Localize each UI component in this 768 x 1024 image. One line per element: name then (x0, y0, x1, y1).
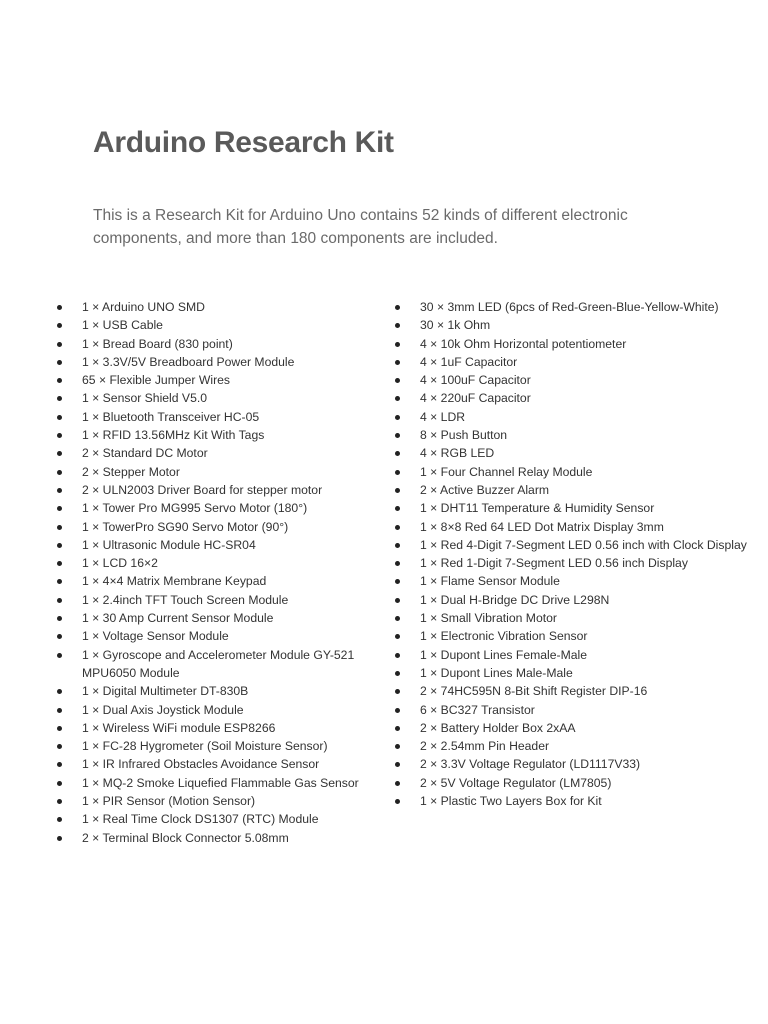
bullet-icon (395, 653, 400, 658)
list-item-text: 1 × 4×4 Matrix Membrane Keypad (82, 574, 267, 589)
list-item (57, 609, 387, 627)
list-item-text: 1 × Wireless WiFi module ESP8266 (82, 720, 276, 735)
bullet-icon (395, 342, 400, 347)
component-list-right (395, 298, 765, 810)
list-item (395, 499, 765, 517)
bullet-icon (57, 836, 62, 841)
list-item-text: 2 × Terminal Block Connector 5.08mm (82, 830, 289, 845)
list-item (57, 371, 387, 389)
list-item-text: 1 × DHT11 Temperature & Humidity Sensor (420, 501, 655, 516)
bullet-icon (57, 451, 62, 456)
list-item-text: 1 × Dupont Lines Male-Male (420, 665, 573, 680)
list-item (57, 518, 387, 536)
bullet-icon (395, 378, 400, 383)
list-item-text: 1 × IR Infrared Obstacles Avoidance Sensor (82, 757, 320, 772)
bullet-icon (57, 579, 62, 584)
list-item-text: 1 × MQ-2 Smoke Liquefied Flammable Gas Sensor (82, 775, 359, 790)
bullet-icon (57, 817, 62, 822)
bullet-icon (57, 396, 62, 401)
list-item (57, 646, 387, 683)
bullet-icon (395, 634, 400, 639)
list-item-text: 1 × FC-28 Hygrometer (Soil Moisture Sensor) (82, 739, 328, 754)
bullet-icon (395, 470, 400, 475)
list-item (395, 591, 765, 609)
list-item (57, 719, 387, 737)
bullet-icon (57, 799, 62, 804)
bullet-icon (395, 323, 400, 328)
list-item-text: 30 × 1k Ohm (420, 318, 491, 333)
list-item (395, 481, 765, 499)
list-item (395, 646, 765, 664)
list-item-text: 1 × PIR Sensor (Motion Sensor) (82, 794, 256, 809)
list-item (57, 737, 387, 755)
bullet-icon (395, 799, 400, 804)
list-item-text: 1 × Digital Multimeter DT-830B (82, 684, 249, 699)
list-item (57, 408, 387, 426)
list-item (395, 518, 765, 536)
list-item (395, 627, 765, 645)
list-item (395, 792, 765, 810)
list-item (395, 353, 765, 371)
bullet-icon (57, 634, 62, 639)
bullet-icon (57, 378, 62, 383)
list-item (395, 609, 765, 627)
bullet-icon (395, 305, 400, 310)
list-item (395, 701, 765, 719)
list-item-text: 4 × 220uF Capacitor (420, 391, 531, 406)
list-item (57, 335, 387, 353)
bullet-icon (395, 762, 400, 767)
list-item-text: 1 × Ultrasonic Module HC-SR04 (82, 537, 256, 552)
list-item (395, 389, 765, 407)
list-item-text: 2 × Stepper Motor (82, 464, 180, 479)
intro-paragraph: This is a Research Kit for Arduino Uno contains 52 kinds of different electronic components, and more than 180 components are included. (93, 207, 628, 247)
bullet-icon (57, 506, 62, 511)
bullet-icon (395, 561, 400, 566)
list-item-text: 1 × 30 Amp Current Sensor Module (82, 611, 274, 626)
bullet-icon (57, 653, 62, 658)
list-item (57, 829, 387, 847)
list-item-text: 2 × Active Buzzer Alarm (420, 482, 550, 497)
list-item-text: 4 × RGB LED (420, 446, 495, 461)
bullet-icon (57, 470, 62, 475)
list-item (57, 701, 387, 719)
list-item (57, 536, 387, 554)
list-item-text: 1 × Arduino UNO SMD (82, 300, 205, 314)
bullet-icon (395, 708, 400, 713)
list-item-text: 1 × Flame Sensor Module (420, 574, 560, 589)
list-item-text: 1 × Bluetooth Transceiver HC-05 (82, 409, 260, 424)
list-item-text: 1 × Voltage Sensor Module (82, 629, 229, 644)
list-item-text: 1 × Red 4-Digit 7-Segment LED 0.56 inch with Clock Display (420, 537, 747, 552)
list-item (395, 536, 765, 554)
list-item-text: 2 × 5V Voltage Regulator (LM7805) (420, 775, 612, 790)
list-item-text: 1 × Plastic Two Layers Box for Kit (420, 794, 602, 809)
bullet-icon (395, 543, 400, 548)
list-item-text: 1 × TowerPro SG90 Servo Motor (90°) (82, 519, 289, 534)
bullet-icon (395, 689, 400, 694)
list-item-text: 4 × LDR (420, 409, 466, 424)
list-item (57, 682, 387, 700)
list-item-text: 1 × Real Time Clock DS1307 (RTC) Module (82, 812, 319, 827)
list-item (57, 353, 387, 371)
list-item (57, 792, 387, 810)
list-item (395, 737, 765, 755)
list-item (57, 572, 387, 590)
list-item (57, 316, 387, 334)
list-item-text: 1 × Gyroscope and Accelerometer Module GY-521 MPU6050 Module (82, 647, 355, 680)
bullet-icon (395, 488, 400, 493)
list-item (57, 810, 387, 828)
bullet-icon (395, 433, 400, 438)
list-item (395, 774, 765, 792)
list-item (57, 463, 387, 481)
bullet-icon (395, 671, 400, 676)
bullet-icon (57, 689, 62, 694)
list-item (395, 554, 765, 572)
list-item-text: 1 × 3.3V/5V Breadboard Power Module (82, 354, 295, 369)
list-item (395, 664, 765, 682)
list-item-text: 2 × 74HC595N 8-Bit Shift Register DIP-16 (420, 684, 648, 699)
list-item-text: 1 × RFID 13.56MHz Kit With Tags (82, 428, 265, 443)
list-item-text: 30 × 3mm LED (6pcs of Red-Green-Blue-Yellow-White) (420, 300, 719, 314)
bullet-icon (57, 744, 62, 749)
bullet-icon (57, 561, 62, 566)
list-item-text: 1 × Four Channel Relay Module (420, 464, 593, 479)
list-item (57, 444, 387, 462)
list-item-text: 1 × Dual H-Bridge DC Drive L298N (420, 592, 610, 607)
list-item (395, 316, 765, 334)
bullet-icon (57, 305, 62, 310)
list-item-text: 6 × BC327 Transistor (420, 702, 535, 717)
list-item-text: 8 × Push Button (420, 428, 508, 443)
list-item (57, 554, 387, 572)
list-item-text: 1 × USB Cable (82, 318, 163, 333)
bullet-icon (57, 708, 62, 713)
bullet-icon (57, 598, 62, 603)
bullet-icon (57, 762, 62, 767)
list-item-text: 1 × Dual Axis Joystick Module (82, 702, 244, 717)
list-item (395, 719, 765, 737)
list-item-text: 1 × Sensor Shield V5.0 (82, 391, 208, 406)
bullet-icon (57, 433, 62, 438)
list-item-text: 1 × Dupont Lines Female-Male (420, 647, 587, 662)
list-item-text: 2 × 2.54mm Pin Header (420, 739, 550, 754)
list-item-text: 65 × Flexible Jumper Wires (82, 373, 230, 388)
bullet-icon (395, 396, 400, 401)
bullet-icon (57, 415, 62, 420)
list-item-text: 4 × 10k Ohm Horizontal potentiometer (420, 336, 627, 351)
bullet-icon (395, 451, 400, 456)
list-item (395, 371, 765, 389)
list-item-text: 2 × Standard DC Motor (82, 446, 208, 461)
list-item (395, 682, 765, 700)
bullet-icon (57, 781, 62, 786)
list-item (395, 335, 765, 353)
list-item (57, 627, 387, 645)
list-item (57, 755, 387, 773)
bullet-icon (395, 616, 400, 621)
list-item-text: 2 × ULN2003 Driver Board for stepper motor (82, 482, 323, 497)
bullet-icon (57, 488, 62, 493)
bullet-icon (395, 598, 400, 603)
list-item (57, 389, 387, 407)
bullet-icon (57, 360, 62, 365)
list-item-text: 1 × 2.4inch TFT Touch Screen Module (82, 592, 289, 607)
list-item (57, 591, 387, 609)
list-item-text: 1 × Red 1-Digit 7-Segment LED 0.56 inch Display (420, 556, 688, 571)
bullet-icon (395, 744, 400, 749)
list-item-text: 1 × 8×8 Red 64 LED Dot Matrix Display 3mm (420, 519, 664, 534)
list-item (395, 755, 765, 773)
list-item (395, 444, 765, 462)
bullet-icon (395, 726, 400, 731)
list-item (395, 426, 765, 444)
list-item-text: 1 × Bread Board (830 point) (82, 336, 233, 351)
bullet-icon (57, 616, 62, 621)
list-item (57, 481, 387, 499)
page-title: Arduino Research Kit (93, 126, 394, 159)
bullet-icon (395, 360, 400, 365)
bullet-icon (395, 781, 400, 786)
list-item (57, 499, 387, 517)
list-item (57, 426, 387, 444)
list-item (395, 463, 765, 481)
list-item (395, 572, 765, 590)
bullet-icon (57, 525, 62, 530)
bullet-icon (395, 415, 400, 420)
list-item (395, 408, 765, 426)
bullet-icon (395, 579, 400, 584)
list-item-text: 1 × Tower Pro MG995 Servo Motor (180°) (82, 501, 308, 516)
list-item-text: 1 × Electronic Vibration Sensor (420, 629, 588, 644)
list-item (57, 774, 387, 792)
bullet-icon (395, 525, 400, 530)
list-item-text: 1 × LCD 16×2 (82, 556, 158, 571)
bullet-icon (57, 726, 62, 731)
component-list-left (57, 298, 387, 847)
list-item-text: 2 × 3.3V Voltage Regulator (LD1117V33) (420, 757, 641, 772)
list-item-text: 4 × 100uF Capacitor (420, 373, 531, 388)
bullet-icon (57, 323, 62, 328)
list-item-text: 1 × Small Vibration Motor (420, 611, 557, 626)
bullet-icon (57, 543, 62, 548)
list-item-text: 2 × Battery Holder Box 2xAA (420, 720, 576, 735)
list-item (395, 298, 765, 316)
list-item (57, 298, 387, 316)
list-item-text: 4 × 1uF Capacitor (420, 354, 518, 369)
bullet-icon (57, 342, 62, 347)
bullet-icon (395, 506, 400, 511)
